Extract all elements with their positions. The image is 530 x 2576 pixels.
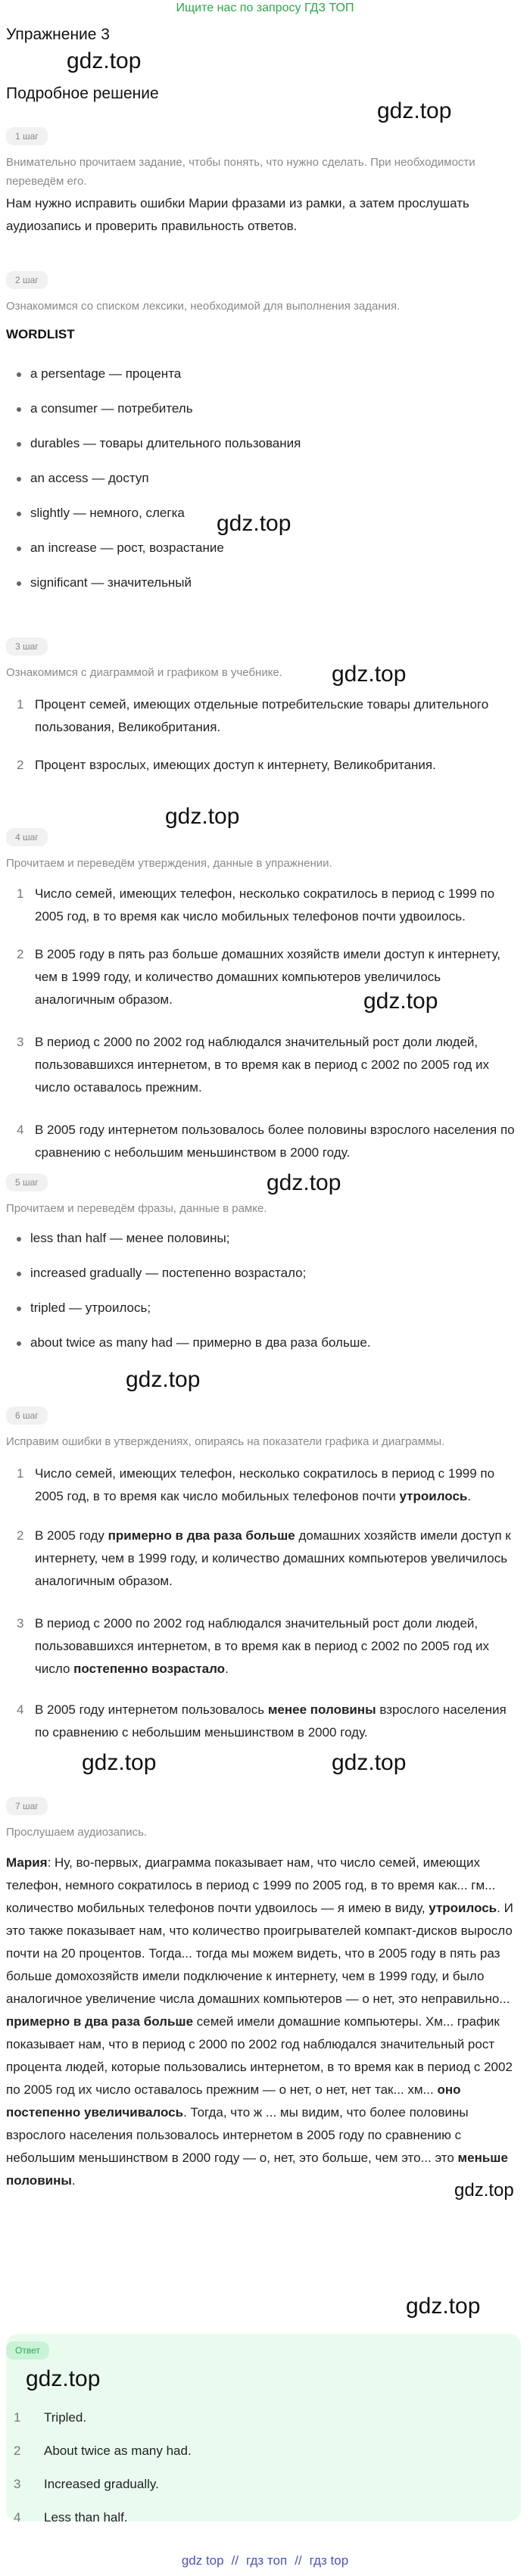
bullet-icon xyxy=(17,1237,21,1241)
list-item xyxy=(17,506,185,521)
step-hint: Внимательно прочитаем задание, чтобы понять, что нужно сделать. При необходимости переведём его. xyxy=(6,156,475,188)
list-item xyxy=(17,540,224,556)
answer-text: Increased gradually. xyxy=(44,2477,159,2491)
bullet-icon xyxy=(17,372,21,377)
watermark: gdz.top xyxy=(82,1750,157,1775)
list-item-text: В период с 2000 по 2002 год наблюдался значительный рост доли людей, пользовавшихся интернетом, в то время как в период с 2002 по 2005 год их число оставалось прежним. xyxy=(35,1035,490,1095)
correction-text: утроилось xyxy=(399,1489,468,1503)
list-item-text: В период с 2000 по 2002 год наблюдался значительный рост доли людей, пользовавшихся интернетом, в то время как в период с 2002 по 2005 год их число xyxy=(35,1616,490,1676)
watermark: gdz.top xyxy=(126,1367,201,1392)
step-hint: Ознакомимся со списком лексики, необходимой для выполнения задания. xyxy=(6,300,401,313)
watermark: gdz.top xyxy=(377,98,452,123)
list-item: 4 В 2005 году интернетом пользовалось более половины взрослого населения по сравнению с небольшим меньшинством в 2000 году. xyxy=(6,1119,521,1164)
correction-text: примерно в два раза больше xyxy=(108,1528,295,1543)
footer-link[interactable]: гдз top xyxy=(309,2553,349,2568)
list-item xyxy=(17,1335,371,1350)
step-hint: Прослушаем аудиозапись. xyxy=(6,1826,148,1839)
list-item: 3 В период с 2000 по 2002 год наблюдался значительный рост доли людей, пользовавшихся интернетом, в то время как в период с 2002 по 2005 год их число постепенно возрастало. xyxy=(17,1616,490,1676)
step-chip: 1 шаг xyxy=(6,127,48,145)
list-item-text: В 2005 году интернетом пользовалось более половины взрослого населения по сравнению с небольшим меньшинством в 2000 году. xyxy=(35,1123,515,1160)
top-search-link[interactable]: Ищите нас по запросу ГДЗ ТОП xyxy=(176,2,354,14)
watermark: gdz.top xyxy=(165,804,240,829)
watermark: gdz.top xyxy=(454,2180,514,2201)
step-chip: 5 шаг xyxy=(6,1173,48,1191)
bullet-icon xyxy=(17,547,21,551)
list-item-text: В 2005 году интернетом пользовалось xyxy=(35,1702,268,1717)
list-item xyxy=(17,366,181,382)
bullet-icon xyxy=(17,1272,21,1276)
footer-link[interactable]: гдз топ xyxy=(246,2553,288,2568)
footer-separator: // xyxy=(295,2553,302,2568)
answer-text: Less than half. xyxy=(44,2510,128,2525)
step-hint: Ознакомимся с диаграммой и графиком в учебнике. xyxy=(6,666,282,679)
list-item: 2 Процент взрослых, имеющих доступ к интернету, Великобритания. xyxy=(6,754,521,777)
list-item-text: взрослого населения по сравнению с небольшим меньшинством в 2000 году. xyxy=(35,1702,507,1740)
correction-text: постепенно возрастало xyxy=(73,1662,226,1676)
answer-item: 3 Increased gradually. xyxy=(14,2477,159,2491)
list-item: 4 В 2005 году интернетом пользовалось менее половины взрослого населения по сравнению с небольшим меньшинством в 2000 году. xyxy=(17,1702,507,1740)
transcript-text: : Ну, во-первых, диаграмма показывает нам, что число семей, имеющих телефон, немного сократилось в период с 1999 по 2005 год, в то время как... гм... количество мобильных телефонов почти удвоилось — я имею в виду, xyxy=(6,1855,496,1915)
bullet-icon xyxy=(17,581,21,586)
list-item xyxy=(17,436,301,451)
transcript-text: . Тогда, что ж ... мы видим, что более половины взрослого населения пользовалось интернетом в 2005 году по сравнению с небольшим меньшинством в 2000 году — о, нет, это больше, чем это... это xyxy=(6,2105,469,2165)
wordlist-title: WORDLIST xyxy=(6,327,75,341)
step-chip: 3 шаг xyxy=(6,637,48,656)
list-item-text: less than half — менее половины; xyxy=(30,1231,230,1245)
watermark: gdz.top xyxy=(332,662,407,687)
list-item xyxy=(17,575,192,590)
answer-text: Tripled. xyxy=(44,2410,87,2425)
watermark: gdz.top xyxy=(67,48,142,73)
list-item-text: домашних хозяйств имели доступ к интернету, чем в 1999 году, и количество домашних компьютеров увеличилось аналогичным образом. xyxy=(35,1528,511,1588)
correction-text: менее половины xyxy=(267,1702,376,1717)
correction-text: оно постепенно увеличивалось xyxy=(6,2082,461,2120)
list-item-text: В 2005 году xyxy=(35,1528,108,1543)
list-item: 3 В период с 2000 по 2002 год наблюдался значительный рост доли людей, пользовавшихся интернетом, в то время как в период с 2002 по 2005 год их число оставалось прежним. xyxy=(6,1031,521,1099)
list-item xyxy=(17,1300,151,1316)
list-item: 1 Число семей, имеющих телефон, несколько сократилось в период с 1999 по 2005 год, в то время как число мобильных телефонов почти удвоилось. xyxy=(6,883,521,928)
list-item xyxy=(17,401,193,416)
list-item-text: an access — доступ xyxy=(30,471,149,485)
list-item: 2 В 2005 году в пять раз больше домашних хозяйств имели доступ к интернету, чем в 1999 году, и количество домашних компьютеров увеличилось аналогичным образом. xyxy=(6,943,521,1011)
step-chip: 4 шаг xyxy=(6,828,48,846)
speaker-name: Мария xyxy=(6,1855,48,1870)
list-item-text: a consumer — потребитель xyxy=(30,401,193,416)
list-item-text: slightly — немного, слегка xyxy=(30,506,185,520)
list-item xyxy=(17,1231,230,1246)
bullet-icon xyxy=(17,407,21,412)
step-hint: Прочитаем и переведём утверждения, данные в упражнении. xyxy=(6,857,332,870)
footer-link[interactable]: gdz top xyxy=(181,2553,224,2568)
audio-transcript xyxy=(6,1852,522,2192)
bullet-icon xyxy=(17,512,21,516)
list-item-text: В 2005 году в пять раз больше домашних хозяйств имели доступ к интернету, чем в 1999 году, и количество домашних компьютеров увеличилось аналогичным образом. xyxy=(35,947,501,1007)
list-item-text: a persentage — процента xyxy=(30,366,182,381)
list-item-text: durables — товары длительного пользования xyxy=(30,436,301,450)
transcript-text: . И это также показывает нам, что количество проигрывателей компакт-дисков выросло почти на 20 процентов. Тогда... тогда мы можем видеть, что в 2005 году в пять раз больше домохозяйств имели подключение к интернету, чем в 1999 году, и было аналогичное увеличение числа домашних компьютеров — о нет, это неправильно... xyxy=(6,1901,513,2006)
answer-chip: Ответ xyxy=(6,2341,49,2360)
correction-text: утроилось xyxy=(429,1901,497,1915)
step-hint: Исправим ошибки в утверждениях, опираясь на показатели графика и диаграммы. xyxy=(6,1435,445,1448)
answer-item: 4 Less than half. xyxy=(14,2510,128,2525)
answer-box xyxy=(6,2334,521,2521)
list-item-text: an increase — рост, возрастание xyxy=(30,540,224,555)
list-item-text: about twice as many had — примерно в два раза больше. xyxy=(30,1335,371,1350)
correction-text: меньше половины xyxy=(6,2151,508,2188)
list-item xyxy=(17,1266,306,1281)
list-item: 1 Число семей, имеющих телефон, несколько сократилось в период с 1999 по 2005 год, в то время как число мобильных телефонов почти утроилось. xyxy=(17,1466,495,1503)
step-chip: 6 шаг xyxy=(6,1406,48,1425)
answer-text: About twice as many had. xyxy=(44,2444,192,2458)
list-item xyxy=(17,471,149,486)
step-chip: 7 шаг xyxy=(6,1797,48,1815)
footer-separator: // xyxy=(231,2553,239,2568)
bullet-icon xyxy=(17,477,21,481)
step-chip: 2 шаг xyxy=(6,271,48,289)
watermark: gdz.top xyxy=(332,1750,407,1775)
bullet-icon xyxy=(17,442,21,447)
list-item-text: Процент взрослых, имеющих доступ к интернету, Великобритания. xyxy=(35,758,436,772)
page-title: Упражнение 3 xyxy=(6,26,110,43)
footer-links xyxy=(0,2553,530,2568)
watermark: gdz.top xyxy=(363,989,438,1014)
answer-item: 2 About twice as many had. xyxy=(14,2444,192,2458)
page-subtitle: Подробное решение xyxy=(6,85,159,102)
list-item-text: . xyxy=(467,1489,472,1503)
step-text: Нам нужно исправить ошибки Марии фразами из рамки, а затем прослушать аудиозапись и проверить правильность ответов. xyxy=(6,196,469,233)
step-hint: Прочитаем и переведём фразы, данные в рамке. xyxy=(6,1202,267,1215)
list-item-text: increased gradually — постепенно возрастало; xyxy=(30,1266,307,1280)
list-item: 2 В 2005 году примерно в два раза больше домашних хозяйств имели доступ к интернету, чем в 1999 году, и количество домашних компьютеров увеличилось аналогичным образом. xyxy=(17,1528,511,1588)
bullet-icon xyxy=(17,1307,21,1311)
answer-item: 1 Tripled. xyxy=(14,2410,87,2425)
correction-text: примерно в два раза больше xyxy=(6,2014,194,2029)
watermark: gdz.top xyxy=(217,511,292,536)
transcript-text: . xyxy=(71,2173,76,2188)
list-item-text: . xyxy=(225,1662,229,1676)
list-item-text: Число семей, имеющих телефон, несколько сократилось в период с 1999 по 2005 год, в то время как число мобильных телефонов почти удвоилось. xyxy=(35,886,495,924)
list-item: 1 Процент семей, имеющих отдельные потребительские товары длительного пользования, Великобритания. xyxy=(6,693,521,739)
watermark: gdz.top xyxy=(267,1170,341,1195)
bullet-icon xyxy=(17,1341,21,1346)
watermark: gdz.top xyxy=(26,2366,101,2391)
list-item-text: significant — значительный xyxy=(30,575,192,590)
list-item-text: tripled — утроилось; xyxy=(30,1300,151,1315)
transcript-text: семей имели домашние компьютеры. Хм... график показывает нам, что в период с 2000 по 2002 год наблюдался значительный рост процента людей, которые пользовались интернетом, в то время как в период с 2002 по 2005 год их число оставалось прежним — о нет, о нет, нет так... хм... xyxy=(6,2014,513,2097)
watermark: gdz.top xyxy=(406,2294,481,2319)
list-item-text: Число семей, имеющих телефон, несколько сократилось в период с 1999 по 2005 год, в то время как число мобильных телефонов почти xyxy=(35,1466,495,1503)
list-item-text: Процент семей, имеющих отдельные потребительские товары длительного пользования, Великобритания. xyxy=(35,697,489,734)
